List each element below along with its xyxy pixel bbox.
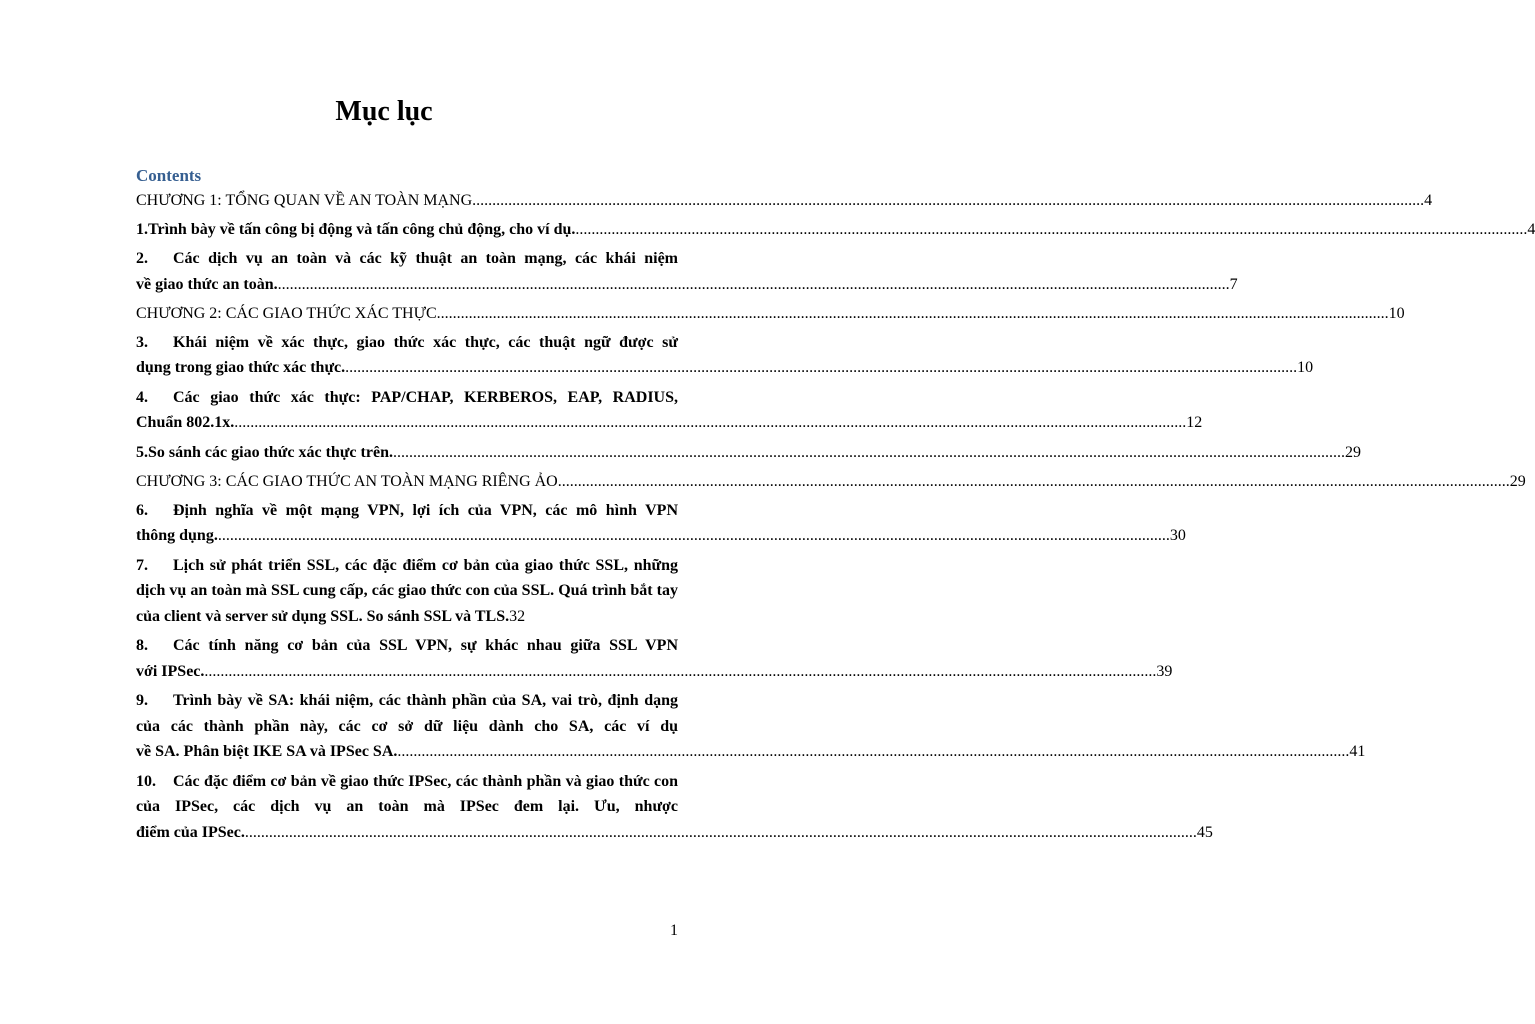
toc-item-number: 3. xyxy=(136,333,148,351)
toc-entry-text: CHƯƠNG 3: CÁC GIAO THỨC AN TOÀN MẠNG RIÊNG ẢO xyxy=(136,473,558,490)
toc-leader-line xyxy=(136,659,1173,685)
toc-entry-text: với IPSec. xyxy=(136,662,205,680)
toc-entry-first-line xyxy=(136,633,678,659)
toc-item-number: 5. xyxy=(136,443,148,461)
toc-entry-text: CHƯƠNG 1: TỔNG QUAN VỀ AN TOÀN MẠNG xyxy=(136,192,473,209)
toc-leader-line xyxy=(136,739,1366,765)
toc-chapter-link[interactable] xyxy=(136,469,1526,495)
toc-entry-text: Các đặc điểm cơ bản về giao thức IPSec, các thành phần và giao thức con của IPSec, các dịch vụ an toàn mà IPSec đem lại. Ưu, nhược xyxy=(136,772,678,815)
toc-entry-text: Lịch sử phát triển SSL, các đặc điểm cơ bản của giao thức SSL, những dịch vụ an toàn mà SSL cung cấp, các giao thức con của SSL. Quá trình bắt tay của client và server sử dụng SSL. So sánh SSL và TLS. xyxy=(136,556,678,625)
toc-page-number: 29 xyxy=(1344,443,1361,461)
dot-leader: .............................................................................................................................................................................................................................................. xyxy=(244,823,1197,841)
toc-entry-text: Trình bày về tấn công bị động và tấn công chủ động, cho ví dụ. xyxy=(148,220,576,238)
dot-leader: .............................................................................................................................................................................................................................................. xyxy=(397,743,1350,760)
toc-leader-line xyxy=(136,820,1213,846)
toc-item-link[interactable] xyxy=(136,385,1203,436)
toc-item-link[interactable] xyxy=(136,769,1213,846)
page-number: 1 xyxy=(670,922,678,939)
toc-page-number: 4 xyxy=(1527,220,1535,238)
toc-leader-line xyxy=(136,217,1535,243)
toc-leader-line xyxy=(136,469,1526,495)
toc-entry-text: Định nghĩa về một mạng VPN, lợi ích của VPN, các mô hình VPN xyxy=(173,501,678,519)
toc-leader-line xyxy=(136,355,1314,381)
toc-page-number: 7 xyxy=(1229,275,1238,293)
toc-entry-text: Chuẩn 802.1x. xyxy=(136,414,235,431)
toc-leader-line xyxy=(136,301,1405,327)
toc-page-number: 30 xyxy=(1169,527,1186,544)
dot-leader: .............................................................................................................................................................................................................................................. xyxy=(277,275,1230,293)
toc-page-number: 45 xyxy=(1196,823,1213,841)
contents-heading: Contents xyxy=(136,166,202,185)
toc-leader-line xyxy=(136,440,1361,466)
toc-entry-text: Trình bày về SA: khái niệm, các thành phần của SA, vai trò, định dạng của các thành phần này, các cơ sở dữ liệu dành cho SA, các ví dụ xyxy=(136,692,678,735)
toc-item-link[interactable] xyxy=(136,553,678,630)
toc-page-number: 10 xyxy=(1388,305,1405,322)
toc-item-number: 10. xyxy=(136,772,156,790)
toc-page-number: 4 xyxy=(1424,192,1433,209)
toc-entry-text: Các tính năng cơ bản của SSL VPN, sự khác nhau giữa SSL VPN xyxy=(173,637,678,654)
toc-leader-line xyxy=(136,523,1186,549)
toc-entry-text: Các dịch vụ an toàn và các kỹ thuật an toàn mạng, các khái niệm xyxy=(173,250,678,267)
dot-leader: .............................................................................................................................................................................................................................................. xyxy=(557,473,1510,490)
toc-entry-text: dụng trong giao thức xác thực. xyxy=(136,359,346,376)
toc-entry-text: điểm của IPSec. xyxy=(136,823,245,841)
toc-entry-text: về SA. Phân biệt IKE SA và IPSec SA. xyxy=(136,743,398,760)
toc-page-number: 10 xyxy=(1297,359,1314,376)
toc-item-number: 1. xyxy=(136,220,148,238)
toc-page-number: 32 xyxy=(509,607,526,625)
toc-item-number: 9. xyxy=(136,692,148,709)
toc-entry-text: Khái niệm về xác thực, giao thức xác thực, các thuật ngữ được sử xyxy=(173,333,678,351)
dot-leader: .............................................................................................................................................................................................................................................. xyxy=(575,220,1528,238)
toc-entry-text: CHƯƠNG 2: CÁC GIAO THỨC XÁC THỰC xyxy=(136,305,437,322)
toc-leader-line xyxy=(136,272,1238,298)
toc-item-number: 8. xyxy=(136,637,148,654)
dot-leader: .............................................................................................................................................................................................................................................. xyxy=(436,305,1389,322)
toc-item-link[interactable] xyxy=(136,330,1314,381)
toc-chapter-link[interactable] xyxy=(136,188,1433,214)
toc-leader-line xyxy=(136,410,1203,436)
toc-entry-first-line xyxy=(136,385,678,411)
page-title: Mục lục xyxy=(335,96,433,127)
toc-item-link[interactable] xyxy=(136,688,1366,765)
toc-entry-first-line xyxy=(136,688,678,739)
toc-entry-first-line xyxy=(136,769,678,820)
toc-item-link[interactable] xyxy=(136,440,1361,466)
toc-item-number: 4. xyxy=(136,388,148,406)
toc-leader-line xyxy=(136,188,1433,214)
toc-entry-first-line xyxy=(136,498,678,524)
toc-item-number: 7. xyxy=(136,556,148,574)
toc-item-link[interactable] xyxy=(136,217,1535,243)
toc-item-number: 6. xyxy=(136,501,148,519)
toc-entry-text: Các giao thức xác thực: PAP/CHAP, KERBEROS, EAP, RADIUS, xyxy=(173,388,678,406)
dot-leader: .............................................................................................................................................................................................................................................. xyxy=(217,527,1170,544)
toc-chapter-link[interactable] xyxy=(136,301,1405,327)
toc-item-link[interactable] xyxy=(136,633,1173,684)
toc-item-number: 2. xyxy=(136,250,148,267)
dot-leader: .............................................................................................................................................................................................................................................. xyxy=(204,662,1157,680)
toc-page-number: 29 xyxy=(1509,473,1526,490)
dot-leader: .............................................................................................................................................................................................................................................. xyxy=(392,443,1345,461)
toc-item-link[interactable] xyxy=(136,498,1186,549)
toc-entry-first-line xyxy=(136,246,678,272)
dot-leader: .............................................................................................................................................................................................................................................. xyxy=(345,359,1298,376)
toc-page-number: 12 xyxy=(1186,414,1203,431)
toc-page-number: 41 xyxy=(1349,743,1366,760)
toc-item-link[interactable] xyxy=(136,246,1238,297)
toc-entry-first-line xyxy=(136,330,678,356)
toc-entry-text: về giao thức an toàn. xyxy=(136,275,278,293)
table-of-contents xyxy=(136,188,1535,849)
dot-leader: .............................................................................................................................................................................................................................................. xyxy=(234,414,1187,431)
dot-leader: .............................................................................................................................................................................................................................................. xyxy=(472,192,1425,209)
toc-entry-text: thông dụng. xyxy=(136,527,218,544)
toc-entry-text: So sánh các giao thức xác thực trên. xyxy=(148,443,393,461)
toc-page-number: 39 xyxy=(1156,662,1173,680)
